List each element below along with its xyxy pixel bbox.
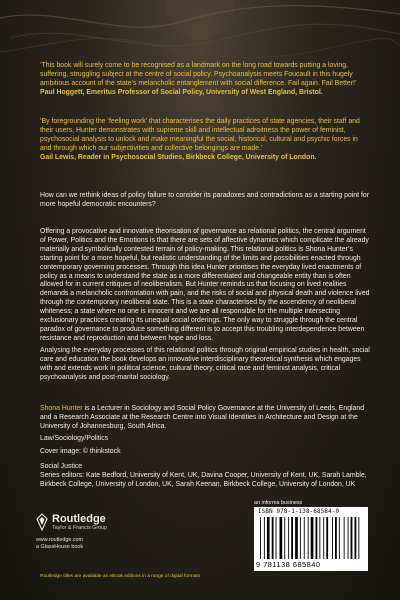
series-label: Social Justice	[40, 463, 83, 470]
intro-question: How can we rethink ideas of policy failure to consider its paradoxes and contradictions as a starting point for more hopeful democratic encounters?	[40, 192, 370, 208]
barcode-bar	[348, 517, 349, 559]
barcode-bar	[304, 517, 305, 559]
description-paragraph-1: Offering a provocative and innovative theorisation of governance as relational politics, the central argument of Power, Politics and the Emotions is that there are sets of affective dynamics which complicate the already materially and symbolically contested terrain of policy-making. This relational politics is Shona Hunter’s starting point for a more hopeful, but realistic understanding of the limits and possibilities enacted through contemporary governing processes. Through this idea Hunter prioritises the everyday lived enactments of policy as a means to understand the state as a more differentiated and changeable entity than is often allowed for in current critiques of neoliberalism. But Hunter reminds us that focusing on lived realities demands a melancholic confrontation with pain, and the risks of social and physical death and violence lived through the contemporary neoliberal state. This is a state characterised by the ascendency of neoliberal whiteness; a state where no one is innocent and we are all responsible for the multiple intersecting exclusionary practices creating its unequal social orderings. The only way to struggle through the central paradox of governance to produce something different is to accept this troubling interdependence between resistance and reproduction and between hope and loss.	[40, 228, 370, 342]
publisher-name: Routledge	[52, 512, 106, 525]
barcode-bar	[308, 517, 309, 559]
quote-attribution: Paul Hoggett, Emeritus Professor of Social Policy, University of West England, Bristol.	[40, 88, 323, 96]
barcode-bar	[339, 517, 340, 559]
cover-image-credit: Cover image: © thinkstock	[40, 448, 121, 455]
publisher-url[interactable]: www.routledge.com	[36, 537, 84, 543]
author-bio	[40, 405, 370, 432]
series-editors: Series editors: Kate Bedford, University of Kent, UK, Davina Cooper, University of Kent, UK, Sarah Lamble, Birkbeck College, University of London, UK, Sarah Keenan, Birkbeck College, University of London, UK	[40, 471, 367, 488]
barcode-bar	[264, 517, 265, 559]
quote-text: ‘By foregrounding the ‘feeling work’ that characterises the daily practices of state agencies, their staff and their users, Hunter demonstrates with supreme skill and intellectual adroitness the power of feminist, psychosocial analysis to unlock and make meaningful the social, historical, cultural and psychic forces in and through which our subjectivities and collective belongings are made.’	[40, 118, 360, 152]
barcode-bar	[335, 517, 337, 559]
barcode-bar	[284, 517, 285, 559]
barcode-bar	[323, 517, 324, 559]
barcode-bar	[326, 517, 328, 559]
barcode-bar	[332, 517, 333, 559]
description-paragraph-2: Analysing the everyday processes of this relational politics through original empirical studies in health, social care and education the book develops an innovative interdisciplinary theoretical synthesis which engages with and extends work in political science, cultural theory, critical race and feminist analysis, critical psychoanalysis and post-marital sociology.	[40, 347, 370, 381]
routledge-logo	[36, 513, 256, 531]
barcode-bar	[291, 517, 293, 559]
barcode-bar	[260, 517, 261, 559]
barcode-bar	[295, 517, 298, 559]
quote-1	[40, 62, 370, 98]
quote-text: ‘This book will surely come to be recognised as a landmark on the long road towards putting a loving, suffering, struggling subject at the centre of social policy. Psychoanalysis meets Foucault in this hugely ambitious account of the state’s melancholic entanglement with social difference. Fail again. Fail Better!’	[40, 62, 357, 87]
publisher-group: Taylor & Francis Group	[52, 524, 108, 531]
barcode-bar	[272, 517, 274, 559]
barcode-bar	[267, 517, 270, 559]
glasshouse-label: a GlassHouse book	[36, 543, 84, 550]
barcode-bars	[258, 517, 364, 561]
barcode-bar	[319, 517, 320, 559]
barcode-bar	[344, 517, 345, 559]
informa-label: an informa business	[254, 500, 303, 506]
quote-attribution: Gail Lewis, Reader in Psychosocial Studies, Birkbeck College, University of London.	[40, 153, 317, 161]
barcode-bar	[280, 517, 283, 559]
barcode-bar	[351, 517, 353, 559]
barcode-bar	[288, 517, 289, 559]
subject-categories: Law/Sociology/Politics	[40, 435, 109, 442]
author-bio-text: is a Lecturer in Sociology and Social Policy Governance at the University of Leeds, England and a Research Associate at the Research Centre into Visual Identities in Architecture and Design at the University of Johannesburg, South Africa.	[40, 405, 365, 430]
barcode-bar	[300, 517, 301, 559]
routledge-logo-icon	[36, 513, 48, 531]
isbn-label: ISBN 978-1-138-68584-0	[258, 509, 340, 515]
series-info	[40, 463, 370, 490]
barcode-bar	[355, 517, 357, 559]
barcode-bar	[276, 517, 277, 559]
isbn-number: 9 781138 685840	[256, 560, 321, 569]
barcode-bar	[358, 517, 359, 559]
publisher-block	[36, 513, 256, 551]
barcode-bar	[311, 517, 314, 559]
quote-2	[40, 118, 370, 163]
ebook-note: Routledge titles are available as eBook editions in a range of digital formats	[40, 574, 200, 579]
barcode-bar	[316, 517, 318, 559]
isbn-barcode	[254, 507, 368, 571]
author-name: Shona Hunter	[40, 405, 83, 412]
